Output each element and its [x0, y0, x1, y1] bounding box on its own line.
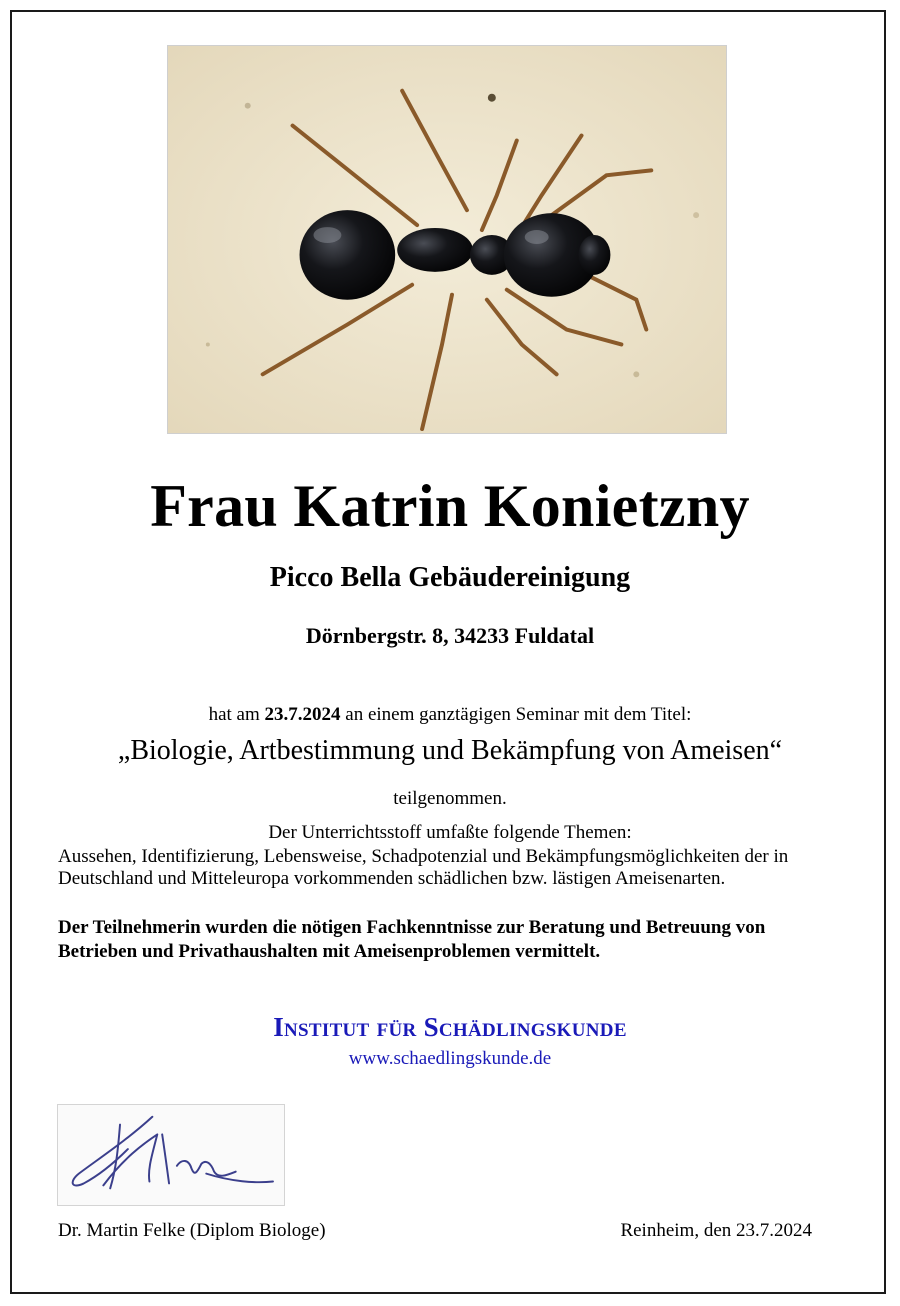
institute-name: Institut für Schädlingskunde [273, 1012, 627, 1042]
seminar-intro-after: an einem ganztägigen Seminar mit dem Titel: [340, 704, 692, 725]
seminar-title: „Biologie, Artbestimmung und Bekämpfung von Ameisen“ [117, 735, 783, 766]
ant-photo-icon [168, 46, 726, 433]
institute-website[interactable]: www.schaedlingskunde.de [348, 1048, 552, 1069]
seminar-participated: teilgenommen. [393, 788, 507, 809]
ant-photo [167, 45, 727, 434]
recipient-name: Frau Katrin Konietzny [150, 473, 750, 539]
seminar-intro [0, 704, 900, 726]
handwritten-signature-icon [58, 1105, 284, 1205]
signer-name: Dr. Martin Felke (Diplom Biologe) [58, 1220, 326, 1241]
seminar-intro-before: hat am [208, 704, 265, 725]
themes-body: Aussehen, Identifizierung, Lebensweise, Schadpotenzial und Bekämpfungsmöglichkeiten der in Deutschland und Mitteleuropa vorkommenden schädlichen bzw. lästigen Ameisenarten. [58, 846, 789, 889]
place-and-date: Reinheim, den 23.7.2024 [620, 1220, 812, 1241]
recipient-address: Dörnbergstr. 8, 34233 Fuldatal [305, 623, 595, 648]
qualification-statement: Der Teilnehmerin wurden die nötigen Fachkenntnisse zur Beratung und Betreuung von Betrieben und Privathaushalten mit Ameisenproblemen vermittelt. [58, 917, 766, 962]
themes-heading: Der Unterrichtsstoff umfaßte folgende Themen: [268, 822, 632, 843]
seminar-date: 23.7.2024 [264, 704, 341, 725]
recipient-company: Picco Bella Gebäudereinigung [269, 562, 631, 593]
signature-box [57, 1104, 285, 1206]
